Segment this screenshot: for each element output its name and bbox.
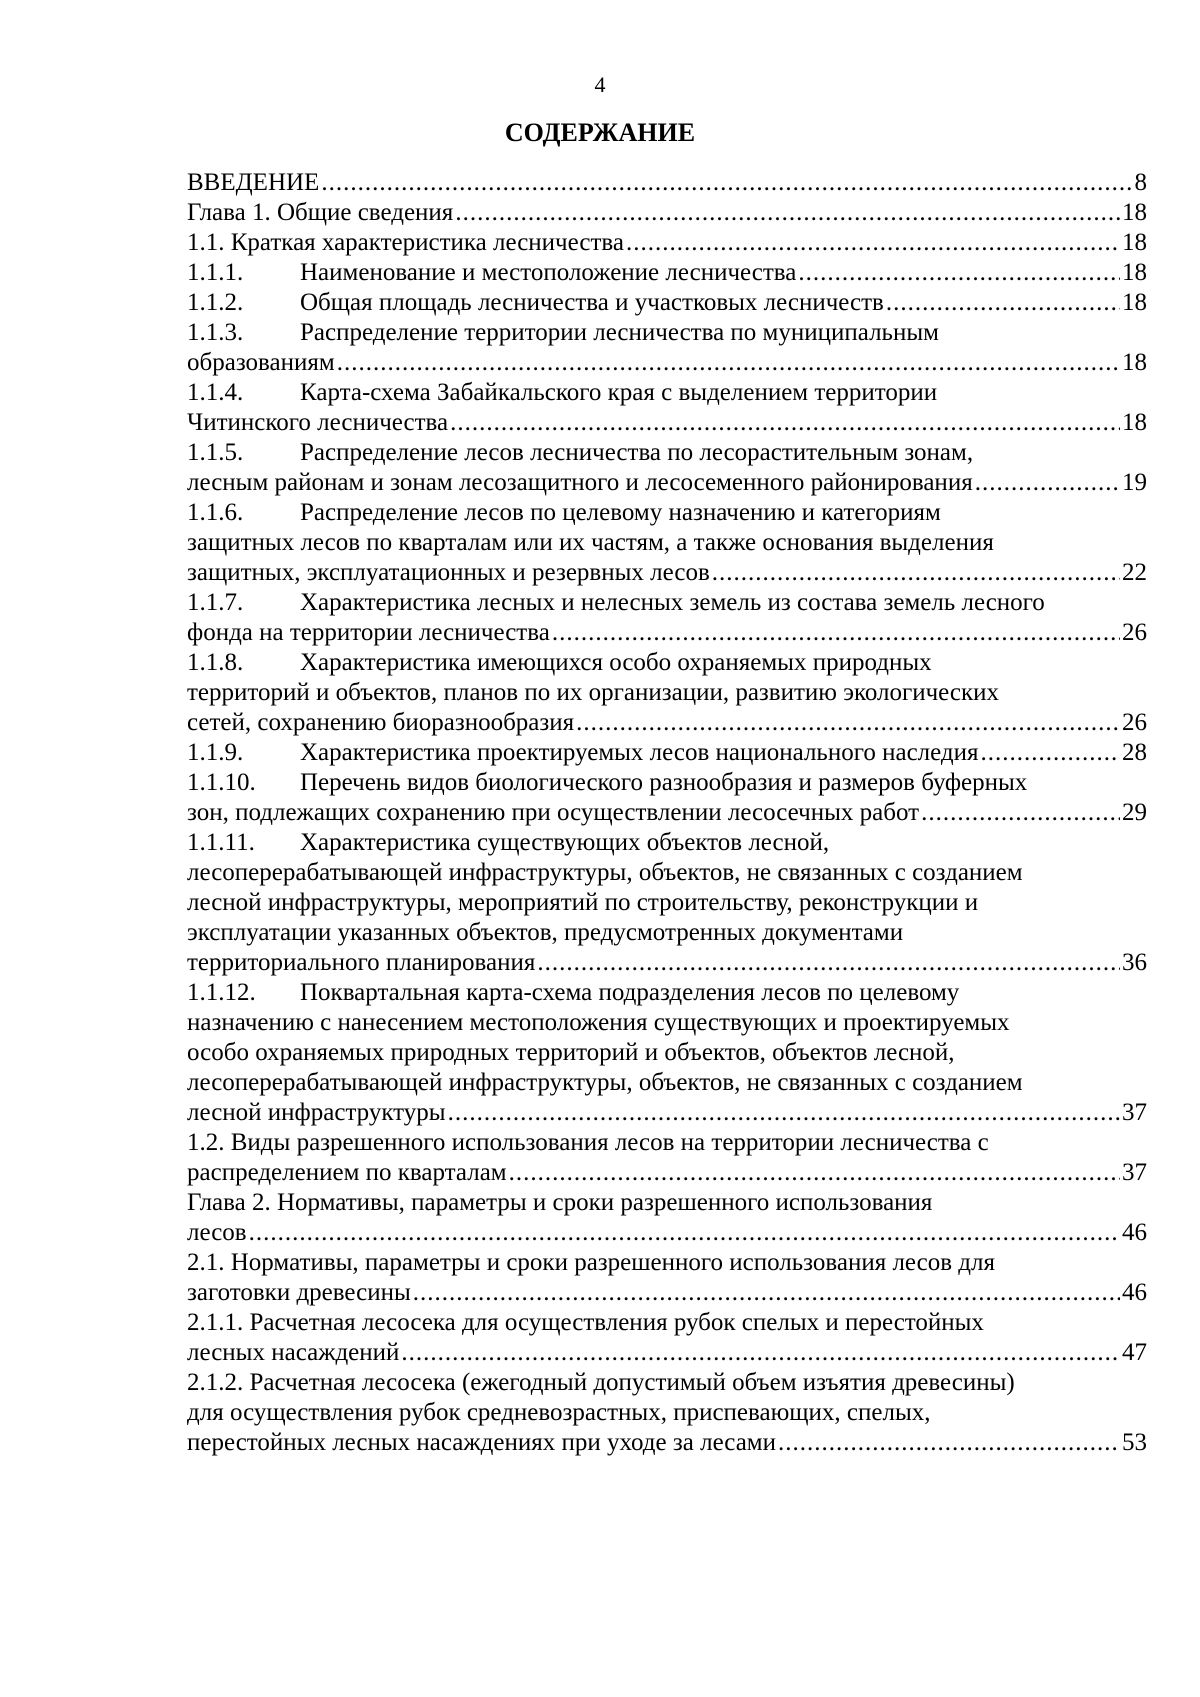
toc-entry[interactable] [187, 1248, 1147, 1308]
toc-entry-text: лесов [187, 1219, 247, 1246]
toc-entry[interactable] [187, 498, 1147, 588]
toc-page-number: 53 [1122, 1429, 1147, 1456]
dot-leader [975, 468, 1120, 498]
toc-entry-text: перестойных лесных насаждениях при уходе за лесами [187, 1429, 776, 1456]
toc-entry-text: Характеристика проектируемых лесов национального наследия [300, 739, 979, 766]
toc-page-number: 47 [1122, 1339, 1147, 1366]
toc-entry-number: 1.1.2. [187, 289, 244, 316]
toc-entry-text: особо охраняемых природных территорий и объектов, объектов лесной, [187, 1039, 955, 1066]
dot-leader [712, 558, 1120, 588]
toc-entry-text: лесной инфраструктуры [187, 1099, 446, 1126]
dot-leader [626, 228, 1120, 258]
toc-entry-text: 1.2. Виды разрешенного использования лесов на территории лесничества с [187, 1129, 989, 1156]
toc-entry-text: Глава 2. Нормативы, параметры и сроки разрешенного использования [187, 1189, 933, 1216]
toc-entry-number: 1.1.5. [187, 439, 244, 466]
toc-entry-number: 1.1.1. [187, 259, 244, 286]
toc-page-number: 37 [1122, 1159, 1147, 1186]
toc-entry-text: территориального планирования [187, 949, 536, 976]
toc-entry-text: Наименование и местоположение лесничества [300, 259, 797, 286]
toc-entry-text: Карта-схема Забайкальского края с выделением территории [300, 379, 938, 406]
toc-page-number: 8 [1134, 169, 1147, 196]
toc-page-number: 18 [1122, 259, 1147, 286]
toc-entry-text: заготовки древесины [187, 1279, 411, 1306]
dot-leader [455, 198, 1120, 228]
toc-entry-text: Характеристика имеющихся особо охраняемых природных [300, 649, 932, 676]
toc-entry-text: для осуществления рубок средневозрастных, приспевающих, спелых, [187, 1399, 931, 1426]
dot-leader [321, 168, 1132, 198]
toc-page-number: 37 [1122, 1099, 1147, 1126]
toc-entry[interactable] [187, 1308, 1147, 1368]
toc-entry-text: 1.1. Краткая характеристика лесничества [187, 229, 624, 256]
dot-leader [450, 408, 1120, 438]
toc-entry-text: Глава 1. Общие сведения [187, 199, 454, 226]
toc-entry-text: территорий и объектов, планов по их организации, развитию экологических [187, 679, 1000, 706]
toc-entry[interactable] [187, 438, 1147, 498]
toc-entry-number: 1.1.8. [187, 649, 244, 676]
toc-entry-text: 2.1.1. Расчетная лесосека для осуществления рубок спелых и перестойных [187, 1309, 984, 1336]
toc-entry-text: Распределение территории лесничества по муниципальным [300, 319, 939, 346]
toc-entry[interactable] [187, 738, 1147, 768]
toc-entry-text: лесной инфраструктуры, мероприятий по строительству, реконструкции и [187, 889, 979, 916]
toc-entry[interactable] [187, 588, 1147, 648]
toc-entry-text: 2.1.2. Расчетная лесосека (ежегодный допустимый объем изъятия древесины) [187, 1369, 1015, 1396]
dot-leader [448, 1098, 1120, 1128]
toc-page-number: 26 [1122, 709, 1147, 736]
toc-entry[interactable] [187, 768, 1147, 828]
toc-entry-text: фонда на территории лесничества [187, 619, 550, 646]
dot-leader [401, 1338, 1120, 1368]
toc-page-number: 18 [1122, 289, 1147, 316]
toc-entry-number: 1.1.9. [187, 739, 244, 766]
toc-entry-number: 1.1.3. [187, 319, 244, 346]
toc-entry-number: 1.1.6. [187, 499, 244, 526]
toc-title: СОДЕРЖАНИЕ [504, 118, 696, 147]
toc-entry[interactable] [187, 378, 1147, 438]
toc-entry[interactable] [187, 648, 1147, 738]
toc-entry-text: лесных насаждений [187, 1339, 400, 1366]
toc-page-number: 28 [1122, 739, 1147, 766]
dot-leader [552, 618, 1120, 648]
toc-entry-text: Читинского лесничества [187, 409, 449, 436]
toc-entry-text: 2.1. Нормативы, параметры и сроки разрешенного использования лесов для [187, 1249, 995, 1276]
toc-entry[interactable] [187, 288, 1147, 318]
toc-entry-number: 1.1.10. [187, 769, 256, 796]
dot-leader [921, 798, 1120, 828]
toc-entry-text: зон, подлежащих сохранению при осуществлении лесосечных работ [187, 799, 920, 826]
toc-entry-text: назначению с нанесением местоположения существующих и проектируемых [187, 1009, 1010, 1036]
toc-page-number: 46 [1122, 1219, 1147, 1246]
toc-entry-text: Характеристика лесных и нелесных земель из состава земель лесного [300, 589, 1045, 616]
toc-entry[interactable] [187, 258, 1147, 288]
toc-entry[interactable] [187, 318, 1147, 378]
dot-leader [798, 258, 1120, 288]
toc-entry-number: 1.1.11. [187, 829, 255, 856]
dot-leader [537, 948, 1120, 978]
dot-leader [981, 738, 1120, 768]
toc-entry-text: лесным районам и зонам лесозащитного и лесосеменного районирования [187, 469, 973, 496]
toc-entry[interactable] [187, 228, 1147, 258]
toc-page-number: 18 [1122, 229, 1147, 256]
page-number: 4 [594, 72, 606, 97]
toc-entry-text: Поквартальная карта-схема подразделения лесов по целевому [300, 979, 960, 1006]
toc-entry-text: защитных лесов по кварталам или их частям, а также основания выделения [187, 529, 994, 556]
toc-entry-text: Распределение лесов лесничества по лесорастительным зонам, [300, 439, 974, 466]
toc-entry[interactable] [187, 168, 1147, 198]
dot-leader [509, 1158, 1120, 1188]
toc-page-number: 36 [1122, 949, 1147, 976]
toc-page-number: 18 [1122, 349, 1147, 376]
toc-entry-text: ВВЕДЕНИЕ [187, 169, 320, 196]
toc-page-number: 29 [1122, 799, 1147, 826]
toc-entry[interactable] [187, 978, 1147, 1128]
toc-entry-text: Перечень видов биологического разнообразия и размеров буферных [300, 769, 1028, 796]
dot-leader [337, 348, 1120, 378]
toc-entry[interactable] [187, 828, 1147, 978]
toc-entry-text: Характеристика существующих объектов лесной, [300, 829, 830, 856]
dot-leader [249, 1218, 1120, 1248]
toc-entry[interactable] [187, 1368, 1147, 1458]
toc-page-number: 26 [1122, 619, 1147, 646]
toc-entry-text: эксплуатации указанных объектов, предусмотренных документами [187, 919, 904, 946]
toc-entry-text: защитных, эксплуатационных и резервных лесов [187, 559, 710, 586]
toc-entry-text: Общая площадь лесничества и участковых лесничеств [300, 289, 884, 316]
toc-entry[interactable] [187, 198, 1147, 228]
dot-leader [576, 708, 1120, 738]
toc-entry-number: 1.1.7. [187, 589, 244, 616]
dot-leader [413, 1278, 1120, 1308]
toc-entry[interactable] [187, 1128, 1147, 1188]
dot-leader [886, 288, 1120, 318]
toc-page-number: 46 [1122, 1279, 1147, 1306]
toc-entry-text: распределением по кварталам [187, 1159, 507, 1186]
toc-page-number: 19 [1122, 469, 1147, 496]
toc-entry-number: 1.1.12. [187, 979, 256, 1006]
table-of-contents [187, 168, 1147, 1458]
dot-leader [778, 1428, 1120, 1458]
toc-entry-text: лесоперерабатывающей инфраструктуры, объектов, не связанных с созданием [187, 859, 1023, 886]
toc-page-number: 18 [1122, 199, 1147, 226]
toc-entry[interactable] [187, 1188, 1147, 1248]
toc-page-number: 18 [1122, 409, 1147, 436]
toc-entry-text: образованиям [187, 349, 335, 376]
toc-page-number: 22 [1122, 559, 1147, 586]
toc-entry-text: Распределение лесов по целевому назначению и категориям [300, 499, 941, 526]
toc-entry-text: сетей, сохранению биоразнообразия [187, 709, 575, 736]
toc-entry-number: 1.1.4. [187, 379, 244, 406]
toc-entry-text: лесоперерабатывающей инфраструктуры, объектов, не связанных с созданием [187, 1069, 1023, 1096]
